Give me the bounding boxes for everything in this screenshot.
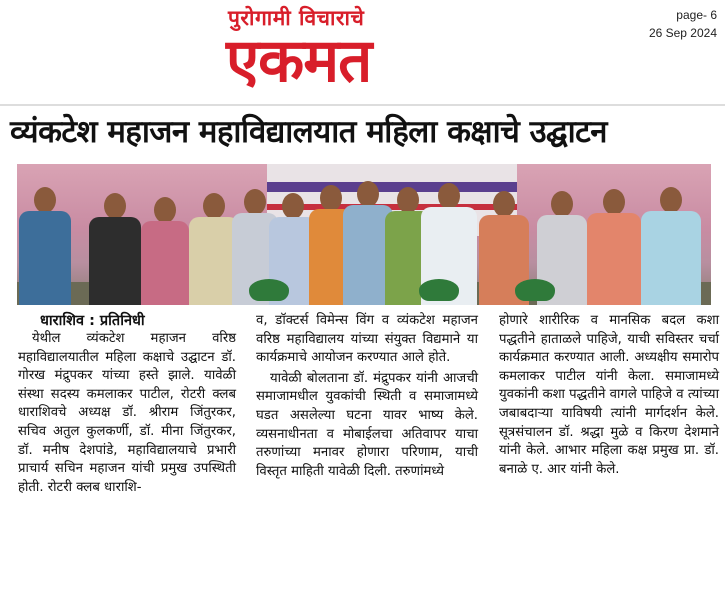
masthead [0,0,725,104]
paragraph: येथील व्यंकटेश महाजन वरिष्ठ महाविद्यालयातील महिला कक्षाचे उद्घाटन डॉ. गोरख मंद्रुपकर यांच्या हस्ते झाले. यावेळी संस्था सदस्य कमलाकर पाटील, रोटरी क्लब धाराशिवचे अध्यक्ष डॉ. श्रीराम जिंतुरकर, सचिव अतुल कुलकर्णी, डॉ. मीना जिंतुरकर, डॉ. मनीष देशपांडे, महाविद्यालयाचे प्रभारी प्राचार्य सचिन महाजन यांची प्रमुख उपस्थिती होती. रोटरी क्लब धाराशि- [18,331,236,495]
paragraph: होणारे शारीरिक व मानसिक बदल कशा पद्धतीने हाताळले पाहिजे, याची सविस्तर चर्चा कार्यक्रमात करण्यात आली. अध्यक्षीय समारोप कमलाकर पाटील यांनी केला. समाजामध्ये युवकांनी कशा पद्धतीने वागले पाहिजे व त्यांच्या जबाबदाऱ्या याविषयी त्यांनी मार्गदर्शन केले. सूत्रसंचालन डॉ. श्रद्धा मुळे व किरण देशमाने यांनी केले. आभार महिला कक्ष प्रमुख प्रा. डॉ. बनाळे ए. आर यांनी केले. [499,313,719,477]
news-photo [17,164,711,305]
article-column-3 [499,312,719,479]
article-dateline: धाराशिव : प्रतिनिधी [40,313,145,329]
publication-date: 26 Sep 2024 [648,26,717,40]
page-meta [649,6,717,42]
article-body [18,312,718,588]
page-number: page- 6 [676,8,717,22]
divider [0,104,725,106]
paragraph: व, डॉक्टर्स विमेन्स विंग व व्यंकटेश महाजन वरिष्ठ महाविद्यालय यांच्या संयुक्त विद्यमाने या कार्यक्रमाचे आयोजन करण्यात आले होते. [256,313,478,366]
masthead-tagline: पुरोगामी विचाराचे [228,6,365,30]
paragraph: यावेळी बोलताना डॉ. मंद्रुपकर यांनी आजची समाजामधील युवकांची स्थिती व समाजामध्ये घडत असलेल्या घटना यावर भाष्य केले. व्यसनाधीनता व मोबाईलचा अतिवापर याचा तरुणांच्या मनावर होणारा परिणाम, याची विस्तृत माहिती यावेळी दिली. तरुणांमध्ये [256,370,478,479]
article-headline: व्यंकटेश महाजन महाविद्यालयात महिला कक्षाचे उद्घाटन [10,114,607,150]
newspaper-logo: एकमत [226,26,372,96]
article-column-2 [256,312,478,481]
article-column-1 [18,330,236,497]
